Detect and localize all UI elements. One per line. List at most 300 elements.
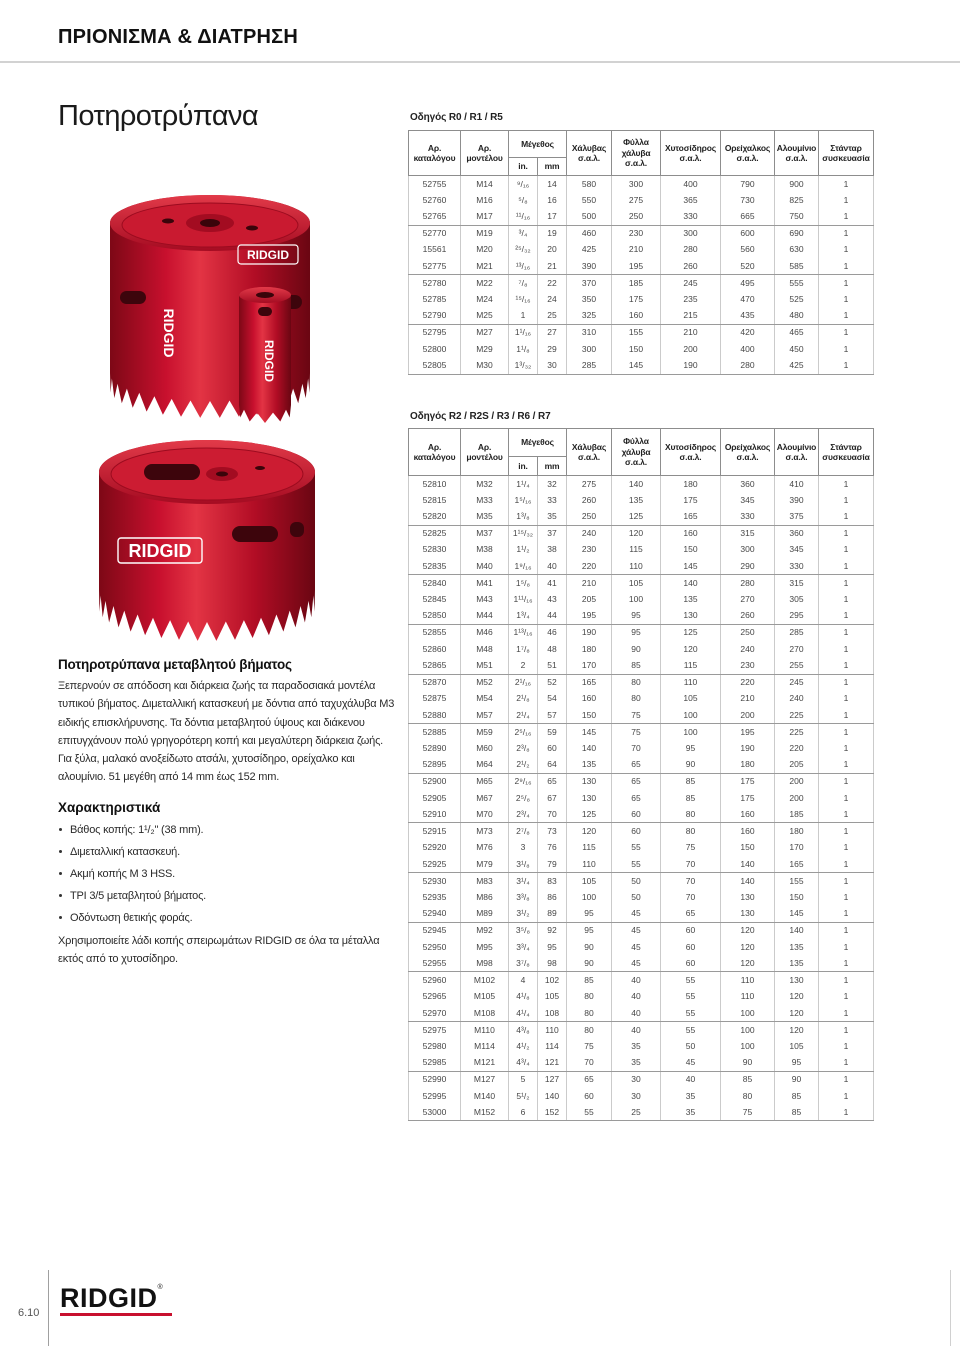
cell-aluminium: 165 bbox=[775, 856, 819, 873]
cell-steel: 300 bbox=[567, 341, 612, 358]
cell-std-pack: 1 bbox=[819, 608, 874, 625]
table-caption-r0-r1-r5: Οδηγός R0 / R1 / R5 bbox=[410, 112, 503, 123]
cell-std-pack: 1 bbox=[819, 509, 874, 526]
cell-std-pack: 1 bbox=[819, 955, 874, 972]
cell-size-in: ²⁵/₃₂ bbox=[509, 242, 538, 259]
cell-catalog: 52755 bbox=[409, 176, 461, 193]
product-description bbox=[58, 656, 398, 968]
cell-sheet-steel: 95 bbox=[612, 624, 661, 641]
cell-aluminium: 240 bbox=[775, 691, 819, 708]
cell-std-pack: 1 bbox=[819, 192, 874, 209]
cell-std-pack: 1 bbox=[819, 773, 874, 790]
column-header-steel: Χάλυβας σ.α.λ. bbox=[567, 131, 612, 176]
cell-sheet-steel: 60 bbox=[612, 806, 661, 823]
cell-size-mm: 79 bbox=[538, 856, 567, 873]
cell-steel: 80 bbox=[567, 1005, 612, 1022]
cell-size-in: ³/₄ bbox=[509, 225, 538, 242]
cell-sheet-steel: 40 bbox=[612, 1005, 661, 1022]
cell-model: M16 bbox=[461, 192, 509, 209]
cell-aluminium: 135 bbox=[775, 955, 819, 972]
cell-steel: 70 bbox=[567, 1055, 612, 1072]
cell-size-mm: 105 bbox=[538, 988, 567, 1005]
cell-brass: 665 bbox=[721, 209, 775, 226]
cell-size-in: 2³/₈ bbox=[509, 740, 538, 757]
table-row bbox=[409, 358, 874, 375]
cell-aluminium: 95 bbox=[775, 1055, 819, 1072]
cell-cast-iron: 100 bbox=[661, 707, 721, 724]
cell-size-in: ¹³/₁₆ bbox=[509, 258, 538, 275]
cell-std-pack: 1 bbox=[819, 575, 874, 592]
features-heading: Χαρακτηριστικά bbox=[58, 799, 161, 815]
cell-size-mm: 22 bbox=[538, 275, 567, 292]
usage-note: Χρησιμοποιείτε λάδι κοπής σπειρωμάτων RIDGID σε όλα τα μέταλλα εκτός από το χυτοσίδηρο. bbox=[58, 934, 380, 966]
cell-sheet-steel: 45 bbox=[612, 922, 661, 939]
table-row bbox=[409, 275, 874, 292]
cell-cast-iron: 200 bbox=[661, 341, 721, 358]
cell-sheet-steel: 150 bbox=[612, 341, 661, 358]
table-row bbox=[409, 1055, 874, 1072]
table-row bbox=[409, 258, 874, 275]
saw-pin-hole bbox=[255, 466, 265, 470]
cell-sheet-steel: 95 bbox=[612, 608, 661, 625]
cell-catalog: 52995 bbox=[409, 1088, 461, 1105]
cell-cast-iron: 280 bbox=[661, 242, 721, 259]
cell-model: M83 bbox=[461, 873, 509, 890]
cell-steel: 135 bbox=[567, 757, 612, 774]
cell-size-in: 2⁵/₁₆ bbox=[509, 724, 538, 741]
cell-model: M64 bbox=[461, 757, 509, 774]
cell-size-mm: 92 bbox=[538, 922, 567, 939]
cell-brass: 110 bbox=[721, 988, 775, 1005]
cell-model: M44 bbox=[461, 608, 509, 625]
table-row bbox=[409, 176, 874, 193]
cell-cast-iron: 100 bbox=[661, 724, 721, 741]
table-row bbox=[409, 525, 874, 542]
cell-model: M89 bbox=[461, 906, 509, 923]
cell-aluminium: 185 bbox=[775, 806, 819, 823]
cell-brass: 130 bbox=[721, 889, 775, 906]
cell-cast-iron: 190 bbox=[661, 358, 721, 375]
cell-std-pack: 1 bbox=[819, 1055, 874, 1072]
cell-size-in: 3¹/₈ bbox=[509, 856, 538, 873]
cell-size-mm: 41 bbox=[538, 575, 567, 592]
cell-brass: 790 bbox=[721, 176, 775, 193]
cell-size-in: 1 bbox=[509, 308, 538, 325]
cell-steel: 80 bbox=[567, 988, 612, 1005]
cell-size-in: 2³/₄ bbox=[509, 806, 538, 823]
cell-model: M60 bbox=[461, 740, 509, 757]
cell-aluminium: 130 bbox=[775, 972, 819, 989]
cell-sheet-steel: 105 bbox=[612, 575, 661, 592]
cell-size-mm: 30 bbox=[538, 358, 567, 375]
cell-catalog: 52840 bbox=[409, 575, 461, 592]
cell-sheet-steel: 25 bbox=[612, 1104, 661, 1121]
column-header-brass: Ορείχαλκος σ.α.λ. bbox=[721, 429, 775, 476]
cell-sheet-steel: 155 bbox=[612, 324, 661, 341]
table-row bbox=[409, 955, 874, 972]
cell-cast-iron: 135 bbox=[661, 591, 721, 608]
cell-sheet-steel: 50 bbox=[612, 873, 661, 890]
cell-size-in: ⁷/₈ bbox=[509, 275, 538, 292]
feature-text: Διμεταλλική κατασκευή. bbox=[70, 845, 180, 858]
cell-size-mm: 54 bbox=[538, 691, 567, 708]
cell-std-pack: 1 bbox=[819, 258, 874, 275]
saw-brand-label: RIDGID bbox=[247, 248, 289, 262]
cell-size-mm: 102 bbox=[538, 972, 567, 989]
cell-steel: 310 bbox=[567, 324, 612, 341]
cell-steel: 390 bbox=[567, 258, 612, 275]
cell-sheet-steel: 135 bbox=[612, 492, 661, 509]
cell-brass: 280 bbox=[721, 575, 775, 592]
cell-sheet-steel: 75 bbox=[612, 724, 661, 741]
cell-model: M54 bbox=[461, 691, 509, 708]
cell-size-in: 1³/₃₂ bbox=[509, 358, 538, 375]
bullet-icon bbox=[59, 916, 62, 919]
table-row bbox=[409, 1071, 874, 1088]
cell-size-mm: 59 bbox=[538, 724, 567, 741]
cell-brass: 120 bbox=[721, 955, 775, 972]
cell-std-pack: 1 bbox=[819, 658, 874, 675]
feature-item bbox=[58, 907, 398, 929]
cell-size-mm: 32 bbox=[538, 476, 567, 493]
table-header-row bbox=[409, 429, 874, 457]
cell-steel: 80 bbox=[567, 1022, 612, 1039]
cell-brass: 260 bbox=[721, 608, 775, 625]
cell-cast-iron: 180 bbox=[661, 476, 721, 493]
cell-size-mm: 16 bbox=[538, 192, 567, 209]
cell-cast-iron: 235 bbox=[661, 291, 721, 308]
cell-std-pack: 1 bbox=[819, 806, 874, 823]
cell-model: M140 bbox=[461, 1088, 509, 1105]
feature-text: Ακμή κοπής M 3 HSS. bbox=[70, 867, 176, 880]
cell-std-pack: 1 bbox=[819, 1104, 874, 1121]
table-row bbox=[409, 575, 874, 592]
cell-std-pack: 1 bbox=[819, 242, 874, 259]
cell-brass: 220 bbox=[721, 674, 775, 691]
cell-sheet-steel: 195 bbox=[612, 258, 661, 275]
cell-catalog: 52880 bbox=[409, 707, 461, 724]
table-row bbox=[409, 542, 874, 559]
column-header-aluminium: Αλουμίνιο σ.α.λ. bbox=[775, 131, 819, 176]
cell-brass: 360 bbox=[721, 476, 775, 493]
cell-brass: 250 bbox=[721, 624, 775, 641]
cell-catalog: 52855 bbox=[409, 624, 461, 641]
cell-cast-iron: 140 bbox=[661, 575, 721, 592]
cell-std-pack: 1 bbox=[819, 225, 874, 242]
bullet-icon bbox=[59, 894, 62, 897]
cell-sheet-steel: 40 bbox=[612, 988, 661, 1005]
cell-aluminium: 105 bbox=[775, 1038, 819, 1055]
product-image-hole-saws bbox=[60, 183, 340, 431]
cell-aluminium: 525 bbox=[775, 291, 819, 308]
cell-size-mm: 44 bbox=[538, 608, 567, 625]
cell-steel: 110 bbox=[567, 856, 612, 873]
cell-catalog: 52920 bbox=[409, 840, 461, 857]
cell-size-in: ⁵/₈ bbox=[509, 192, 538, 209]
cell-sheet-steel: 275 bbox=[612, 192, 661, 209]
cell-cast-iron: 55 bbox=[661, 972, 721, 989]
cell-steel: 105 bbox=[567, 873, 612, 890]
cell-std-pack: 1 bbox=[819, 176, 874, 193]
cell-brass: 160 bbox=[721, 806, 775, 823]
cell-size-in: 6 bbox=[509, 1104, 538, 1121]
cell-steel: 95 bbox=[567, 922, 612, 939]
cell-aluminium: 270 bbox=[775, 641, 819, 658]
cell-aluminium: 465 bbox=[775, 324, 819, 341]
cell-aluminium: 295 bbox=[775, 608, 819, 625]
cell-sheet-steel: 185 bbox=[612, 275, 661, 292]
cell-steel: 140 bbox=[567, 740, 612, 757]
cell-brass: 130 bbox=[721, 906, 775, 923]
cell-steel: 350 bbox=[567, 291, 612, 308]
bullet-icon bbox=[59, 872, 62, 875]
cell-size-mm: 43 bbox=[538, 591, 567, 608]
cell-cast-iron: 110 bbox=[661, 674, 721, 691]
cell-size-in: 2⁵/₈ bbox=[509, 790, 538, 807]
cell-steel: 150 bbox=[567, 707, 612, 724]
cell-catalog: 52865 bbox=[409, 658, 461, 675]
cell-model: M110 bbox=[461, 1022, 509, 1039]
cell-size-mm: 110 bbox=[538, 1022, 567, 1039]
cell-std-pack: 1 bbox=[819, 476, 874, 493]
cell-size-mm: 121 bbox=[538, 1055, 567, 1072]
cell-catalog: 52900 bbox=[409, 773, 461, 790]
cell-std-pack: 1 bbox=[819, 889, 874, 906]
cell-catalog: 52940 bbox=[409, 906, 461, 923]
cell-model: M37 bbox=[461, 525, 509, 542]
cell-brass: 80 bbox=[721, 1088, 775, 1105]
cell-model: M92 bbox=[461, 922, 509, 939]
footer-divider bbox=[48, 1270, 49, 1346]
cell-catalog: 52890 bbox=[409, 740, 461, 757]
cell-std-pack: 1 bbox=[819, 641, 874, 658]
table-row bbox=[409, 840, 874, 857]
cell-catalog: 52970 bbox=[409, 1005, 461, 1022]
cell-brass: 280 bbox=[721, 358, 775, 375]
column-header-size-mm: mm bbox=[538, 457, 567, 476]
table-caption-r2-r7: Οδηγός R2 / R2S / R3 / R6 / R7 bbox=[410, 411, 551, 422]
cell-model: M25 bbox=[461, 308, 509, 325]
cell-sheet-steel: 80 bbox=[612, 674, 661, 691]
cell-aluminium: 120 bbox=[775, 1005, 819, 1022]
cell-std-pack: 1 bbox=[819, 724, 874, 741]
cell-aluminium: 200 bbox=[775, 790, 819, 807]
table-row bbox=[409, 558, 874, 575]
cell-size-in: 1³/₄ bbox=[509, 608, 538, 625]
cell-brass: 315 bbox=[721, 525, 775, 542]
cell-aluminium: 135 bbox=[775, 939, 819, 956]
cell-model: M20 bbox=[461, 242, 509, 259]
cell-size-in: 4¹/₂ bbox=[509, 1038, 538, 1055]
cell-model: M17 bbox=[461, 209, 509, 226]
saw-arbor-hole bbox=[256, 292, 274, 298]
cell-aluminium: 410 bbox=[775, 476, 819, 493]
feature-item bbox=[58, 819, 398, 841]
table-row bbox=[409, 1088, 874, 1105]
cell-size-mm: 114 bbox=[538, 1038, 567, 1055]
cell-model: M102 bbox=[461, 972, 509, 989]
table-row bbox=[409, 773, 874, 790]
cell-size-mm: 52 bbox=[538, 674, 567, 691]
cell-model: M48 bbox=[461, 641, 509, 658]
cell-cast-iron: 400 bbox=[661, 176, 721, 193]
cell-steel: 115 bbox=[567, 840, 612, 857]
cell-size-in: 3⁷/₈ bbox=[509, 955, 538, 972]
table-row bbox=[409, 988, 874, 1005]
cell-cast-iron: 45 bbox=[661, 1055, 721, 1072]
cell-steel: 425 bbox=[567, 242, 612, 259]
cell-size-mm: 76 bbox=[538, 840, 567, 857]
column-header-size-in: in. bbox=[509, 457, 538, 476]
cell-std-pack: 1 bbox=[819, 209, 874, 226]
table-row bbox=[409, 591, 874, 608]
cell-model: M46 bbox=[461, 624, 509, 641]
cell-steel: 60 bbox=[567, 1088, 612, 1105]
table-row bbox=[409, 922, 874, 939]
cell-std-pack: 1 bbox=[819, 988, 874, 1005]
cell-model: M108 bbox=[461, 1005, 509, 1022]
table-row bbox=[409, 308, 874, 325]
cell-sheet-steel: 300 bbox=[612, 176, 661, 193]
cell-sheet-steel: 30 bbox=[612, 1088, 661, 1105]
table-row bbox=[409, 624, 874, 641]
cell-aluminium: 120 bbox=[775, 1022, 819, 1039]
cell-catalog: 52910 bbox=[409, 806, 461, 823]
cell-std-pack: 1 bbox=[819, 906, 874, 923]
table-body bbox=[409, 176, 874, 375]
cell-size-mm: 65 bbox=[538, 773, 567, 790]
cell-aluminium: 85 bbox=[775, 1104, 819, 1121]
cell-size-in: 3⁵/₈ bbox=[509, 922, 538, 939]
cell-sheet-steel: 55 bbox=[612, 840, 661, 857]
cell-aluminium: 85 bbox=[775, 1088, 819, 1105]
cell-steel: 285 bbox=[567, 358, 612, 375]
header-divider bbox=[0, 61, 960, 63]
cell-model: M73 bbox=[461, 823, 509, 840]
cell-size-in: 2¹/₂ bbox=[509, 757, 538, 774]
cell-size-mm: 19 bbox=[538, 225, 567, 242]
cell-size-mm: 35 bbox=[538, 509, 567, 526]
cell-catalog: 52915 bbox=[409, 823, 461, 840]
cell-cast-iron: 70 bbox=[661, 889, 721, 906]
cell-sheet-steel: 45 bbox=[612, 906, 661, 923]
cell-size-mm: 29 bbox=[538, 341, 567, 358]
table-row bbox=[409, 492, 874, 509]
saw-window bbox=[258, 307, 272, 316]
cell-std-pack: 1 bbox=[819, 707, 874, 724]
cell-model: M121 bbox=[461, 1055, 509, 1072]
cell-model: M43 bbox=[461, 591, 509, 608]
cell-catalog: 52945 bbox=[409, 922, 461, 939]
cell-size-mm: 98 bbox=[538, 955, 567, 972]
cell-size-in: 2¹/₄ bbox=[509, 707, 538, 724]
description-body: Ξεπερνούν σε απόδοση και διάρκεια ζωής τα παραδοσιακά μοντέλα τυπικού βήματος. Διμεταλλική κατασκευή με δόντια από ταχυχάλυβα M3 ειδικής επισκλήρυνσης. Τα δόντια μεταβλητού ύψους και διάκενου επιτυγχάνουν πολύ γρηγορότερη κοπή και μεγαλύτερη διάρκεια ζωής. Για ξύλα, μαλακό ανοξείδωτο ατσάλι, χυτοσίδηρο, ορείχαλκο και αλουμίνιο. 51 μεγέθη από 14 mm έως 152 mm. bbox=[58, 680, 395, 784]
saw-top-slot bbox=[144, 464, 200, 480]
cell-size-in: ⁹/₁₆ bbox=[509, 176, 538, 193]
cell-size-mm: 24 bbox=[538, 291, 567, 308]
table-row bbox=[409, 509, 874, 526]
cell-aluminium: 145 bbox=[775, 906, 819, 923]
cell-std-pack: 1 bbox=[819, 1038, 874, 1055]
saw-brand-label-vertical: RIDGID bbox=[161, 308, 177, 358]
table-header bbox=[409, 429, 874, 476]
cell-catalog: 52795 bbox=[409, 324, 461, 341]
cell-cast-iron: 90 bbox=[661, 757, 721, 774]
cell-sheet-steel: 35 bbox=[612, 1055, 661, 1072]
cell-steel: 90 bbox=[567, 955, 612, 972]
table-row bbox=[409, 192, 874, 209]
table-row bbox=[409, 209, 874, 226]
cell-brass: 560 bbox=[721, 242, 775, 259]
cell-size-mm: 83 bbox=[538, 873, 567, 890]
cell-brass: 150 bbox=[721, 840, 775, 857]
cell-size-mm: 73 bbox=[538, 823, 567, 840]
cell-size-mm: 33 bbox=[538, 492, 567, 509]
saw-brand-label-vertical: RIDGID bbox=[262, 340, 276, 382]
saw-window bbox=[290, 522, 304, 537]
cell-model: M79 bbox=[461, 856, 509, 873]
cell-size-mm: 40 bbox=[538, 558, 567, 575]
cell-aluminium: 305 bbox=[775, 591, 819, 608]
cell-aluminium: 140 bbox=[775, 922, 819, 939]
cell-size-in: 3¹/₄ bbox=[509, 873, 538, 890]
cell-size-mm: 25 bbox=[538, 308, 567, 325]
table-row bbox=[409, 641, 874, 658]
cell-catalog: 52835 bbox=[409, 558, 461, 575]
cell-catalog: 52885 bbox=[409, 724, 461, 741]
cell-sheet-steel: 30 bbox=[612, 1071, 661, 1088]
cell-cast-iron: 215 bbox=[661, 308, 721, 325]
column-header-size: Μέγεθος bbox=[509, 429, 567, 457]
cell-cast-iron: 40 bbox=[661, 1071, 721, 1088]
cell-std-pack: 1 bbox=[819, 1071, 874, 1088]
feature-text: Βάθος κοπής: 1¹/₂" (38 mm). bbox=[70, 823, 204, 836]
cell-brass: 210 bbox=[721, 691, 775, 708]
cell-steel: 95 bbox=[567, 906, 612, 923]
cell-size-in: 4¹/₄ bbox=[509, 1005, 538, 1022]
cell-brass: 435 bbox=[721, 308, 775, 325]
cell-catalog: 52985 bbox=[409, 1055, 461, 1072]
cell-size-mm: 89 bbox=[538, 906, 567, 923]
cell-brass: 270 bbox=[721, 591, 775, 608]
cell-std-pack: 1 bbox=[819, 591, 874, 608]
cell-aluminium: 285 bbox=[775, 624, 819, 641]
cell-cast-iron: 55 bbox=[661, 1005, 721, 1022]
cell-cast-iron: 165 bbox=[661, 509, 721, 526]
cell-sheet-steel: 65 bbox=[612, 790, 661, 807]
cell-size-mm: 17 bbox=[538, 209, 567, 226]
cell-size-in: 4³/₄ bbox=[509, 1055, 538, 1072]
saw-arbor-hole bbox=[216, 472, 228, 477]
cell-size-in: 4 bbox=[509, 972, 538, 989]
spec-table-r2-r7 bbox=[408, 428, 874, 1121]
cell-sheet-steel: 160 bbox=[612, 308, 661, 325]
cell-cast-iron: 95 bbox=[661, 740, 721, 757]
cell-sheet-steel: 115 bbox=[612, 542, 661, 559]
cell-std-pack: 1 bbox=[819, 856, 874, 873]
cell-std-pack: 1 bbox=[819, 790, 874, 807]
cell-cast-iron: 60 bbox=[661, 955, 721, 972]
cell-size-mm: 27 bbox=[538, 324, 567, 341]
cell-cast-iron: 145 bbox=[661, 558, 721, 575]
cell-cast-iron: 330 bbox=[661, 209, 721, 226]
table-row bbox=[409, 707, 874, 724]
cell-model: M33 bbox=[461, 492, 509, 509]
cell-brass: 160 bbox=[721, 823, 775, 840]
cell-steel: 100 bbox=[567, 889, 612, 906]
cell-size-in: 3³/₈ bbox=[509, 889, 538, 906]
cell-catalog: 52790 bbox=[409, 308, 461, 325]
